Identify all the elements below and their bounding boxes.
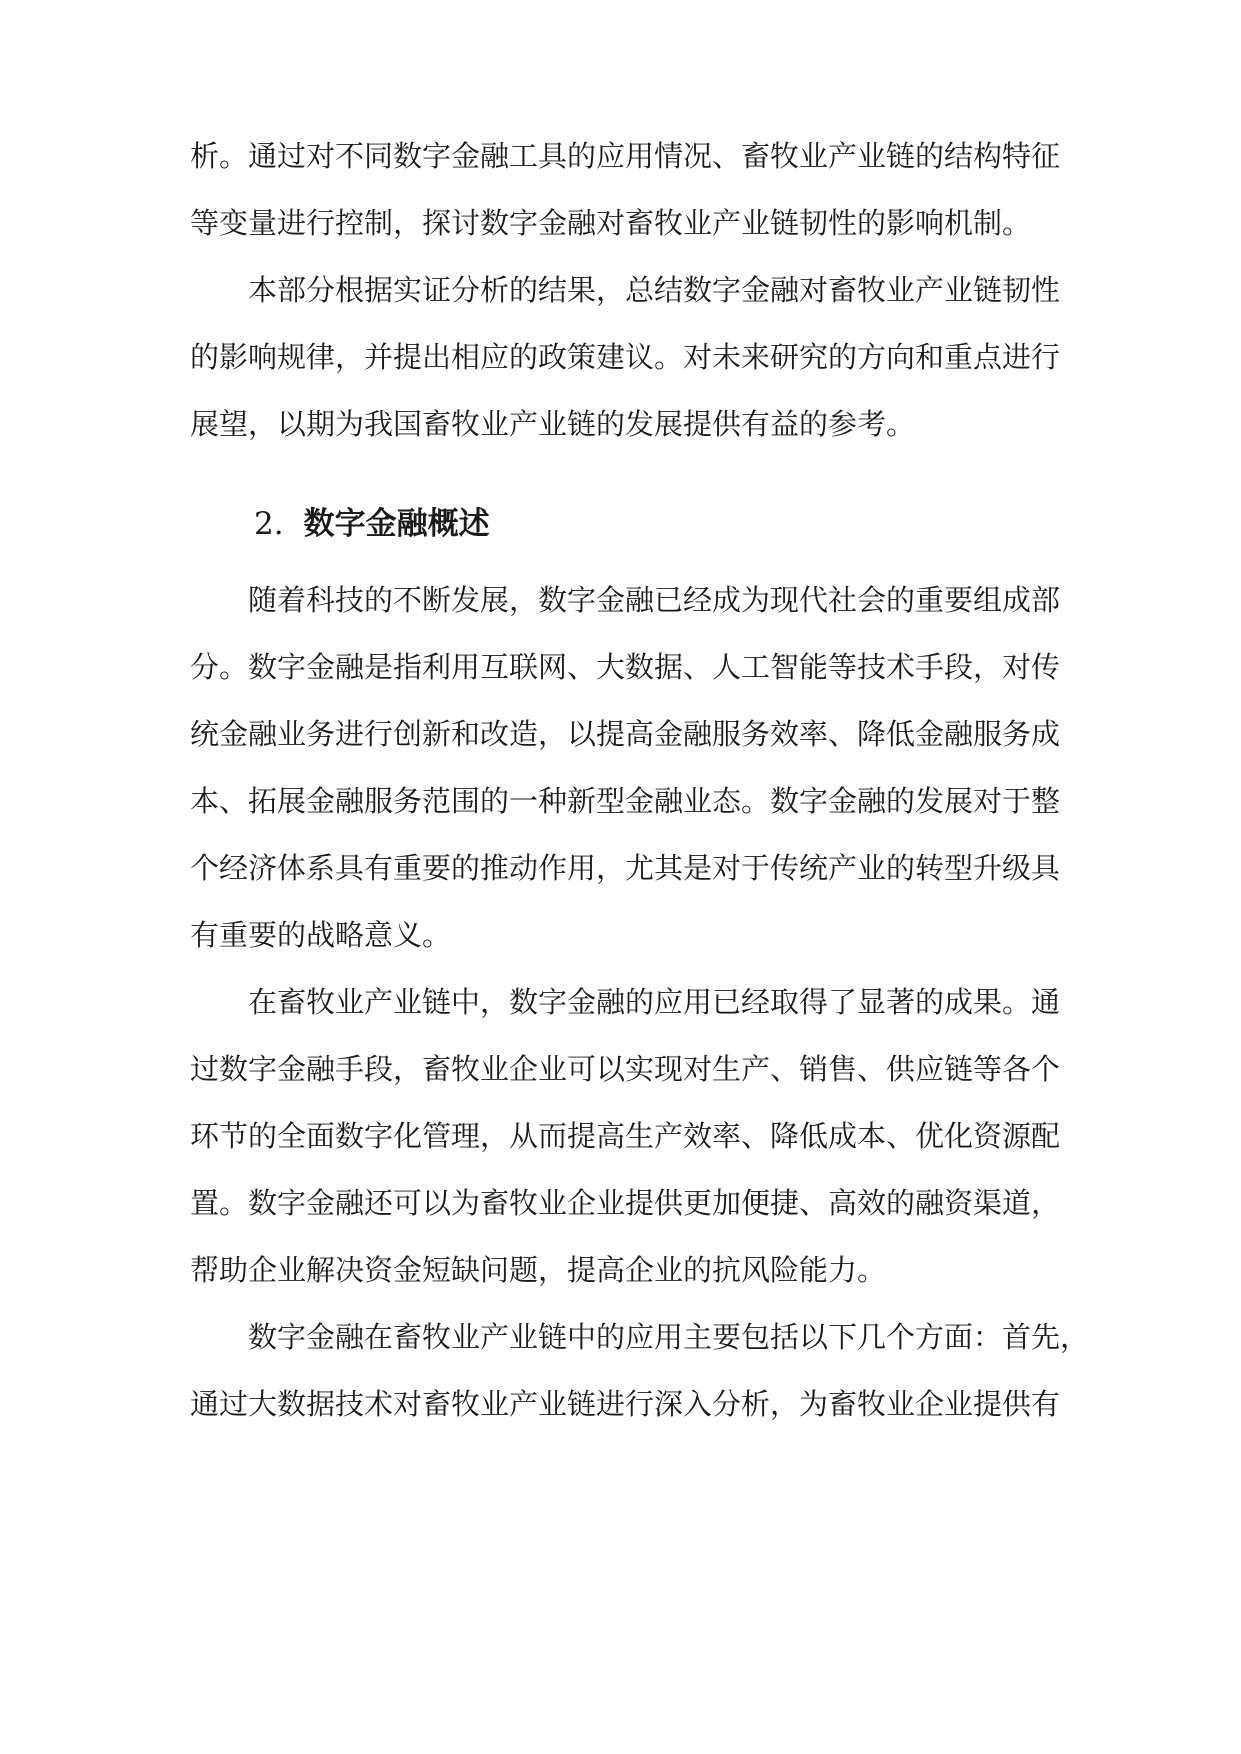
- paragraph-line: 分。数字金融是指利用互联网、大数据、人工智能等技术手段，对传: [190, 650, 1061, 684]
- paragraph-line: 环节的全面数字化管理，从而提高生产效率、降低成本、优化资源配: [190, 1119, 1061, 1153]
- paragraph-line: 个经济体系具有重要的推动作用，尤其是对于传统产业的转型升级具: [190, 851, 1061, 885]
- paragraph-line: 随着科技的不断发展，数字金融已经成为现代社会的重要组成部: [248, 583, 1061, 617]
- paragraph-line: 数字金融在畜牧业产业链中的应用主要包括以下几个方面：首先，: [248, 1320, 1090, 1354]
- paragraph-line: 本、拓展金融服务范围的一种新型金融业态。数字金融的发展对于整: [190, 784, 1061, 818]
- paragraph-line: 在畜牧业产业链中，数字金融的应用已经取得了显著的成果。通: [248, 985, 1061, 1019]
- paragraph-line: 过数字金融手段，畜牧业企业可以实现对生产、销售、供应链等各个: [190, 1052, 1061, 1086]
- paragraph-line: 置。数字金融还可以为畜牧业企业提供更加便捷、高效的融资渠道，: [190, 1186, 1061, 1220]
- section-number: 2.: [254, 506, 284, 542]
- paragraph-line: 帮助企业解决资金短缺问题，提高企业的抗风险能力。: [190, 1253, 887, 1287]
- paragraph-line: 的影响规律，并提出相应的政策建议。对未来研究的方向和重点进行: [190, 340, 1061, 374]
- paragraph-line: 展望，以期为我国畜牧业产业链的发展提供有益的参考。: [190, 407, 916, 441]
- paragraph-line: 统金融业务进行创新和改造，以提高金融服务效率、降低金融服务成: [190, 717, 1061, 751]
- section-title: 数字金融概述: [303, 506, 490, 542]
- paragraph-line: 通过大数据技术对畜牧业产业链进行深入分析，为畜牧业企业提供有: [190, 1387, 1061, 1421]
- paragraph-line: 有重要的战略意义。: [190, 918, 452, 952]
- paragraph-line: 等变量进行控制，探讨数字金融对畜牧业产业链韧性的影响机制。: [190, 206, 1032, 240]
- paragraph-line: 本部分根据实证分析的结果，总结数字金融对畜牧业产业链韧性: [248, 273, 1061, 307]
- paragraph-line: 析。通过对不同数字金融工具的应用情况、畜牧业产业链的结构特征: [190, 139, 1061, 173]
- section-heading: [254, 504, 490, 544]
